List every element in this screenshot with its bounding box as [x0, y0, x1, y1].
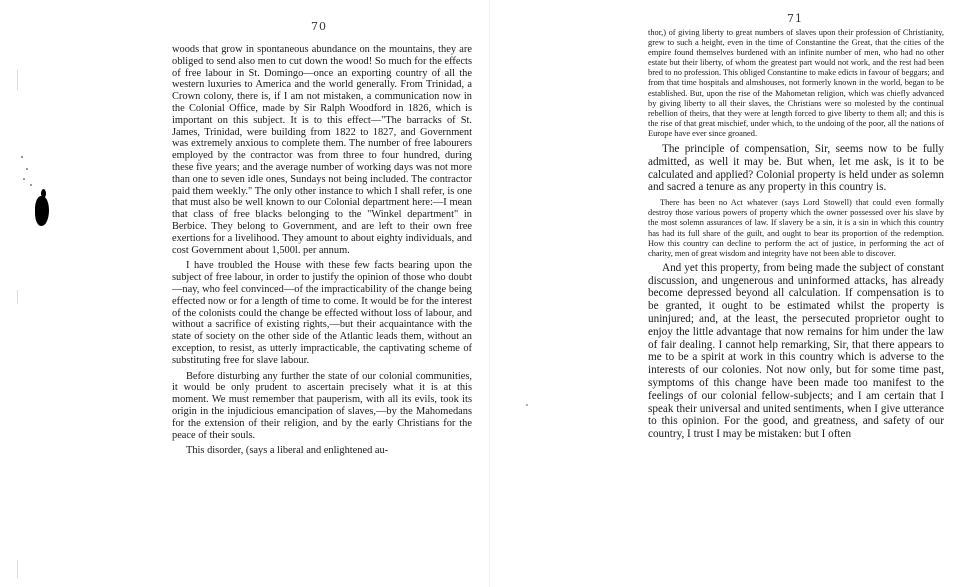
paragraph: I have troubled the House with these few facts bearing upon the subject of free labour, in order to justify the opinion of those who doubt—nay, who feel convinced—of the impracticability of the change being effected now or for a length of time to come. It would be for the interest of the colonists could the change be effected without loss of labour, and without a sacrifice of existing rights,—but their acquaintance with the state of society on the other side of the Atlantic leads them, without an exception, to resist, as utterly impracticable, the captivating scheme of substituting free for slave labour.: [172, 260, 472, 366]
quote-paragraph: thor,) of giving liberty to great numbers of slaves upon their profession of Christianity, grew to such a height, even in the time of Constantine the Great, that the cities of the empire found themselves burdened with an infinite number of men, who had no other estate but their liberty, of whom the greatest part would not work, and the rest had been bred to no profession. This obliged Constantine to make edicts in favour of beggars; and from that time hospitals and almshouses, not formerly known in the world, began to be established. But, upon the rise of the Mahometan religion, which was chiefly advanced by giving liberty to all their slaves, the Christians were so molested by the continual rebellion of theirs, that they were at length forced to give liberty to them all; and this is the rise of that great mischief, under which, to the undoing of the poor, all the nations of Europe have ever since groaned.: [648, 28, 944, 138]
paragraph: Before disturbing any further the state of our colonial communities, it would be only prudent to ascertain precisely what it is at this moment. We must remember that pauperism, with all its evils, took its origin in the injudicious emancipation of slaves,—by the Mahomedans for the extension of their religion, and by the early Christians for the peace of their souls.: [172, 370, 472, 441]
margin-mark: [17, 560, 18, 578]
page-number: 71: [787, 12, 803, 25]
paragraph: woods that grow in spontaneous abundance on the mountains, they are obliged to send also men to cut down the wood! So much for the effects of free labour in St. Domingo—once an exporting country of all the western luxuries to America and the world generally. From Trinidad, a Crown colony, there is, if I am not mistaken, a communication now in the Colonial Office, made by Sir Ralph Woodford in 1826, which is important on this subject. It is to this effect—"The barracks of St. James, Trinidad, were building from 1822 to 1827, and Government was extremely anxious to complete them. The number of free labourers employed by the contractor was from three to four hundred, during these five years; and the average number of working days was not more than one to seven idle ones, Sundays not being included. The contractor paid them weekly." The only other instance to which I shall refer, is one that must also be well known to our Colonial department here:—I mean that class of free blacks belonging to the "Winkel department" in Berbice. They belong to Government, and are left to their own free exertions for a livelihood. They amount to about eighty individuals, and cost Government about 1,500l. per annum.: [172, 44, 472, 256]
right-page: [490, 0, 980, 587]
text-column: [172, 44, 472, 461]
paragraph: And yet this property, from being made the subject of constant discussion, and ungenerous and uninformed attacks, has already become depressed beyond all calculation. If compensation is to be granted, it ought to be estimated whilst the property is uninjured; and, at the least, the persecuted proprietor ought to enjoy the little advantage that now remains for him under the law of fair dealing. I cannot help remarking, Sir, that there appears to me to be a spirit at work in this country which is adverse to the interests of our colonies. Not now only, but for some time past, symptoms of this change have been made too manifest to the feelings of our colonial fellow-subjects; and I am certain that I speak their universal and united sentiments, when I give utterance to this opinion. For the good, and greatness, and safety of our country, I trust I may be mistaken: but I often: [648, 261, 944, 441]
margin-mark: [17, 70, 18, 90]
text-column: [648, 28, 944, 445]
quote-paragraph: There has been no Act whatever (says Lord Stowell) that could even formally destroy those various powers of property which the owner possessed over his slave by the most solemn assurances of law. If slavery be a sin, it is a sin in which this country has had its full share of the guilt, and ought to bear its proportion of the redemption. How this country can decline to perform the act of justice, in performing the act of charity, men of great wisdom and integrity have not been able to discover.: [648, 198, 944, 258]
paragraph: This disorder, (says a liberal and enlightened au-: [186, 445, 389, 457]
margin-dot: [526, 404, 528, 406]
page-number: 70: [311, 20, 327, 33]
paragraph: The principle of compensation, Sir, seems now to be fully admitted, as well it may be. But when, let me ask, is it to be calculated and applied? Colonial property is held under as solemn and sacred a tenure as any property in this country is.: [648, 143, 944, 194]
margin-mark: [17, 290, 18, 304]
ink-blot: [35, 196, 49, 226]
